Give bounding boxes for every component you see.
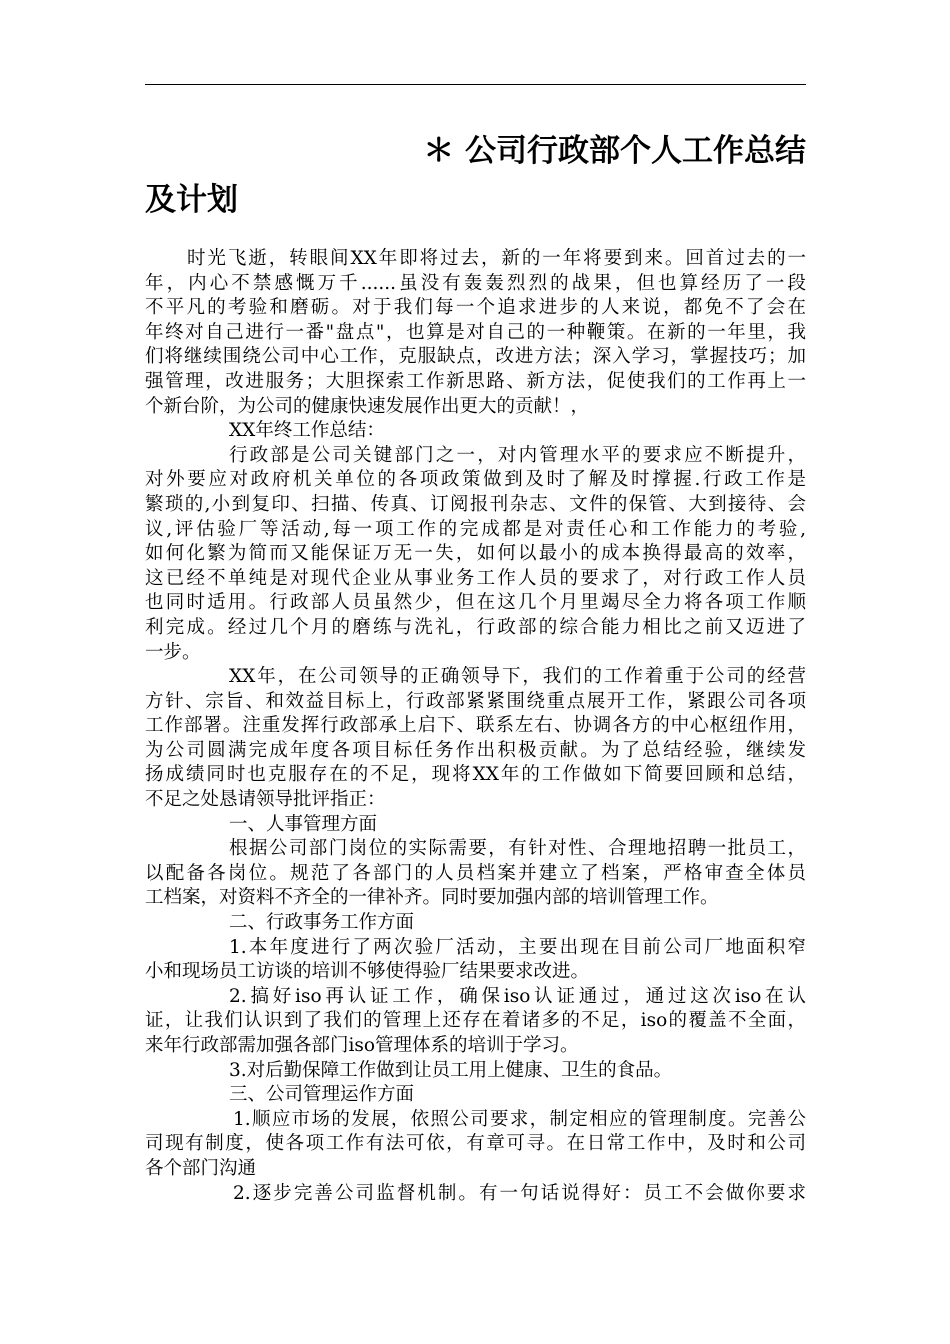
text-line: XX年，在公司领导的正确领导下，我们的工作着重于公司的经营 <box>229 666 806 688</box>
text-line: 三、公司管理运作方面 <box>229 1084 415 1106</box>
document-title-line1: ＊ 公司行政部个人工作总结 <box>423 133 806 169</box>
text-line: 强管理，改进服务；大胆探索工作新思路、新方法，促使我们的工作再上一 <box>145 370 806 392</box>
text-line: 工作部署。注重发挥行政部承上启下、联系左右、协调各方的中心枢纽作用， <box>145 715 806 737</box>
text-line: 如何化繁为简而又能保证万无一失，如何以最小的成本换得最高的效率， <box>145 543 806 565</box>
text-line: 1.顺应市场的发展，依照公司要求，制定相应的管理制度。完善公 <box>233 1108 806 1130</box>
text-line: 司现有制度，使各项工作有法可依，有章可寻。在日常工作中，及时和公司 <box>145 1133 806 1155</box>
text-line: 小和现场员工访谈的培训不够使得验厂结果要求改进。 <box>145 961 590 983</box>
text-line: 也同时适用。行政部人员虽然少，但在这几个月里竭尽全力将各项工作顺 <box>145 592 806 614</box>
text-line: 一步。 <box>145 641 201 663</box>
text-line: 为公司圆满完成年度各项目标任务作出积极贡献。为了总结经验，继续发 <box>145 739 806 761</box>
text-line: 二、行政事务工作方面 <box>229 912 415 934</box>
text-line: 方针、宗旨、和效益目标上，行政部紧紧围绕重点展开工作，紧跟公司各项 <box>145 690 806 712</box>
text-line: 议,评估验厂等活动,每一项工作的完成都是对责任心和工作能力的考验, <box>145 518 806 540</box>
text-line: 2.逐步完善公司监督机制。有一句话说得好：员工不会做你要求 <box>233 1182 806 1204</box>
text-line: 以配备各岗位。规范了各部门的人员档案并建立了档案，严格审查全体员 <box>145 862 806 884</box>
text-line: 对外要应对政府机关单位的各项政策做到及时了解及时撑握.行政工作是 <box>145 469 806 491</box>
text-line: 证，让我们认识到了我们的管理上还存在着诸多的不足，iso的覆盖不全面， <box>145 1010 806 1032</box>
document-title-line2: 及计划 <box>145 182 238 218</box>
text-line: 根据公司部门岗位的实际需要，有针对性、合理地招聘一批员工， <box>229 838 806 860</box>
document-body <box>145 247 806 1206</box>
text-line: 工档案，对资料不齐全的一律补齐。同时要加强内部的培训管理工作。 <box>145 887 719 909</box>
text-line: 2.搞好iso再认证工作，确保iso认证通过，通过这次iso在认 <box>229 985 806 1007</box>
text-line: 不平凡的考验和磨砺。对于我们每一个追求进步的人来说，都免不了会在 <box>145 297 806 319</box>
text-line: 年终对自己进行一番"盘点"，也算是对自己的一种鞭策。在新的一年里，我 <box>145 321 806 343</box>
text-line: 年，内心不禁感慨万千......虽没有轰轰烈烈的战果，但也算经历了一段 <box>145 272 806 294</box>
text-line: 这已经不单纯是对现代企业从事业务工作人员的要求了，对行政工作人员 <box>145 567 806 589</box>
text-line: 不足之处恳请领导批评指正： <box>145 789 386 811</box>
header-rule <box>145 84 806 85</box>
text-line: 3.对后勤保障工作做到让员工用上健康、卫生的食品。 <box>229 1059 673 1081</box>
text-line: 时光飞逝，转眼间XX年即将过去，新的一年将要到来。回首过去的一 <box>187 248 806 269</box>
text-line: 各个部门沟通 <box>145 1157 257 1179</box>
text-line: 繁琐的,小到复印、扫描、传真、订阅报刊杂志、文件的保管、大到接待、会 <box>145 493 806 515</box>
text-line: 行政部是公司关键部门之一，对内管理水平的要求应不断提升， <box>229 444 806 466</box>
text-line: 个新台阶，为公司的健康快速发展作出更大的贡献！， <box>145 395 590 417</box>
text-line: 们将继续围绕公司中心工作，克服缺点，改进方法；深入学习，掌握技巧；加 <box>145 346 806 368</box>
text-line: 扬成绩同时也克服存在的不足，现将XX年的工作做如下简要回顾和总结， <box>145 764 806 786</box>
text-line: 1.本年度进行了两次验厂活动，主要出现在目前公司厂地面积窄 <box>229 936 806 958</box>
text-line: 利完成。经过几个月的磨练与洗礼，行政部的综合能力相比之前又迈进了 <box>145 616 806 638</box>
text-line: 一、人事管理方面 <box>229 813 378 835</box>
text-line: XX年终工作总结： <box>229 420 385 442</box>
text-line: 来年行政部需加强各部门iso管理体系的培训于学习。 <box>145 1035 579 1056</box>
